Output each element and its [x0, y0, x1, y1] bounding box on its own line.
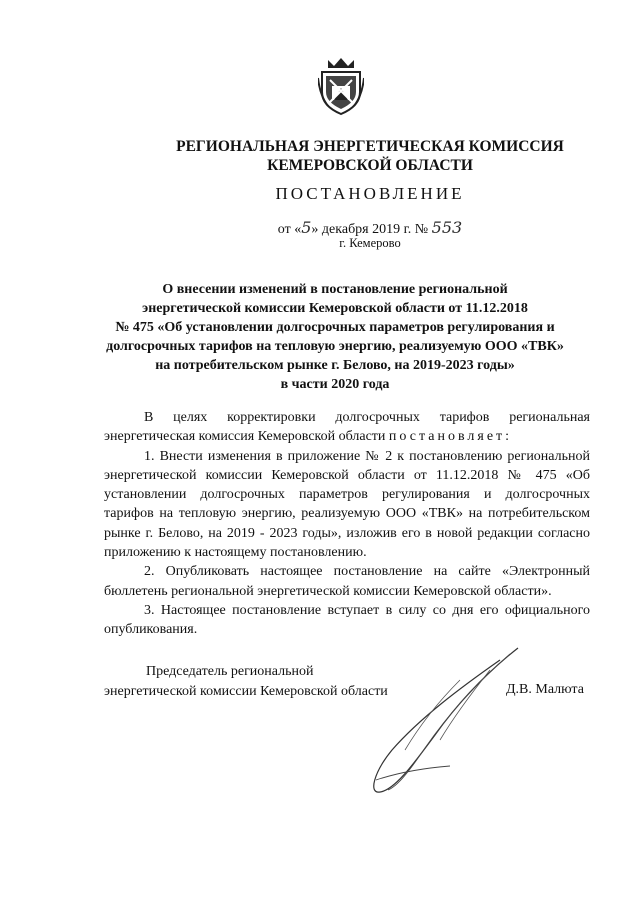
coat-of-arms-emblem — [318, 56, 364, 116]
body-item-2: 2. Опубликовать настоящее постановление на сайте «Электронный бюллетень региональной энергетической комиссии Кемеровской области». — [104, 564, 590, 599]
document-title — [80, 280, 590, 394]
document-type: ПОСТАНОВЛЕНИЕ — [275, 184, 465, 203]
title-line: долгосрочных тарифов на тепловую энергию, реализуемую ООО «ТВК» — [106, 339, 564, 354]
handwritten-day: 5 — [301, 218, 312, 237]
date-prefix: от « — [277, 222, 302, 237]
title-line: на потребительском рынке г. Белово, на 2019-2023 годы» — [155, 358, 515, 373]
body-item-3: 3. Настоящее постановление вступает в силу со дня его официального опубликования. — [104, 602, 590, 638]
organization-name-line1: РЕГИОНАЛЬНАЯ ЭНЕРГЕТИЧЕСКАЯ КОМИССИЯ — [176, 138, 564, 155]
body-intro — [104, 408, 590, 447]
title-line: О внесении изменений в постановление региональной — [162, 282, 508, 297]
body-item-1: 1. Внести изменения в приложение № 2 к постановлению региональной энергетической комиссии Кемеровской области от 11.12.2018 № 475 «Об установлении долгосрочных параметров регулирования и долгосрочных тарифов на тепловую энергию, реализуемую ООО «ТВК» на потребительском рынке г. Белово, на 2019 - 2023 годы», изложив его в новой редакции согласно приложению к настоящему постановлению. — [104, 448, 590, 561]
title-line: № 475 «Об установлении долгосрочных параметров регулирования и — [115, 320, 555, 335]
title-line: в части 2020 года — [280, 377, 390, 392]
handwritten-number: 553 — [431, 218, 463, 237]
position-line2: энергетической комиссии Кемеровской области — [104, 684, 388, 699]
document-date-line — [240, 218, 500, 238]
title-line: энергетической комиссии Кемеровской области от 11.12.2018 — [142, 301, 528, 316]
document-body — [104, 408, 590, 640]
position-line1: Председатель региональной — [146, 664, 314, 679]
intro-text: В целях корректировки долгосрочных тарифов региональная энергетическая комиссия Кемеровской области — [104, 410, 590, 445]
document-city: г. Кемерово — [339, 236, 401, 250]
date-middle: » декабря 2019 г. № — [311, 222, 429, 237]
organization-name-line2: КЕМЕРОВСКОЙ ОБЛАСТИ — [267, 157, 473, 174]
intro-action: постановляет: — [388, 429, 513, 445]
signatory-name: Д.В. Малюта — [506, 682, 584, 697]
handwritten-signature — [340, 640, 530, 800]
